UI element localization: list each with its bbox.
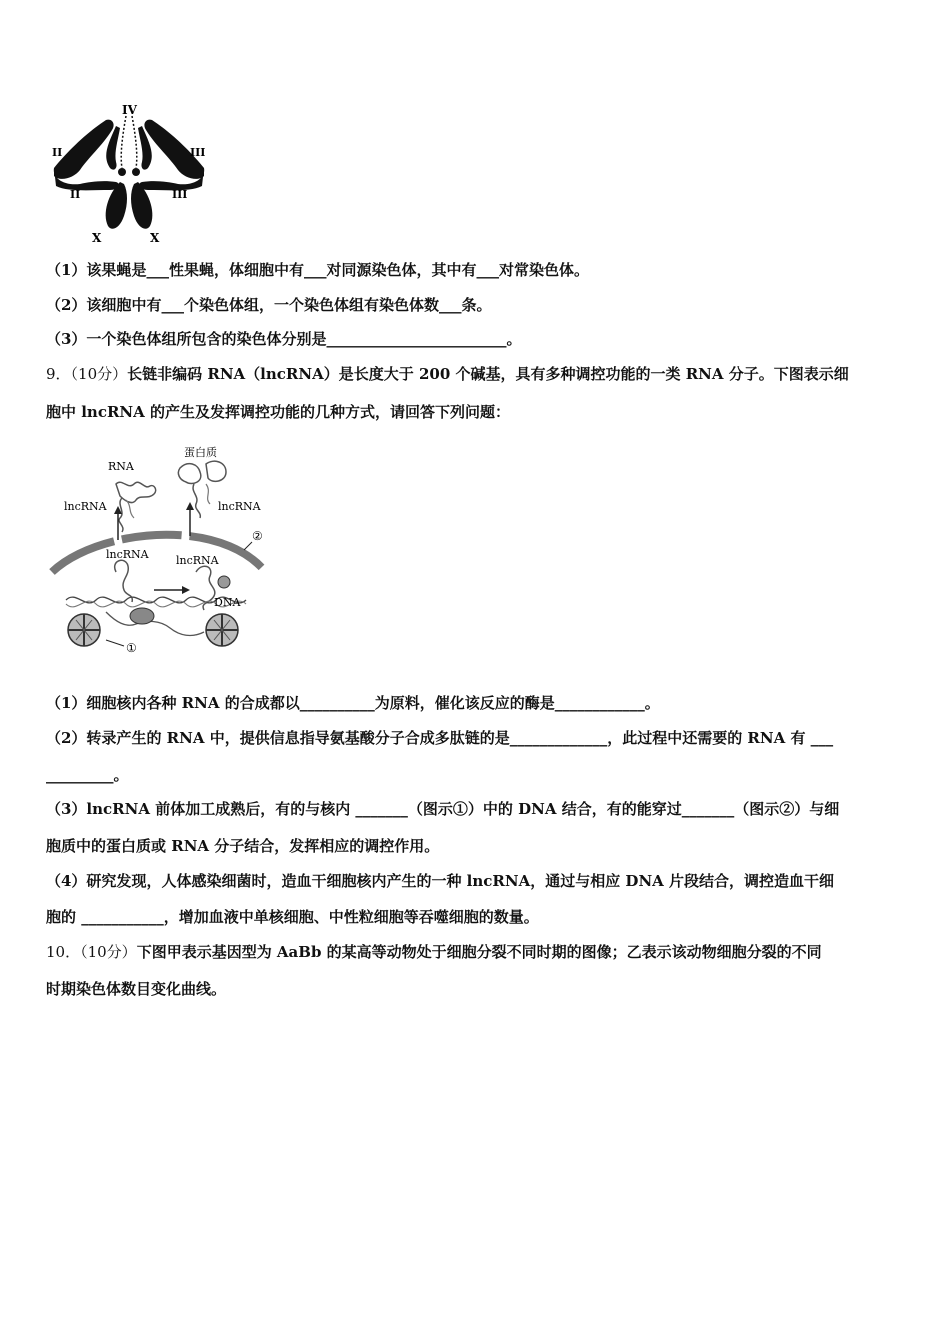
q10-stem-text1: 下图甲表示基因型为 AaBb 的某高等动物处于细胞分裂不同时期的图像；乙表示该动物细胞分裂的不同 xyxy=(136,943,822,961)
label-lncrna-left-top: lncRNA xyxy=(64,500,107,513)
label-rna: RNA xyxy=(108,460,134,473)
q8-part3: （3）一个染色体组所包含的染色体分别是________________________。 xyxy=(46,330,522,348)
label-dna: DNA xyxy=(214,596,241,609)
lncrna-figure xyxy=(46,440,276,660)
label-lncrna-right-mid: lncRNA xyxy=(176,554,219,567)
label-iii-right: III xyxy=(190,146,206,159)
label-x-left: X xyxy=(92,231,102,245)
q9-part4-line1: （4）研究发现，人体感染细菌时，造血干细胞核内产生的一种 lncRNA，通过与相应 DNA 片段结合，调控造血干细 xyxy=(46,872,835,890)
q8-part1: （1）该果蝇是___性果蝇，体细胞中有___对同源染色体，其中有___对常染色体。 xyxy=(46,261,589,279)
q9-part2-line2: _________。 xyxy=(46,766,129,784)
label-ii-left: II xyxy=(52,146,63,159)
chromosome-ii-left xyxy=(54,120,114,179)
label-x-right: X xyxy=(150,231,160,245)
q9-part1: （1）细胞核内各种 RNA 的合成都以__________为原料，催化该反应的酶是____________。 xyxy=(46,694,660,712)
label-lncrna-right-top: lncRNA xyxy=(218,500,261,513)
q8-part2: （2）该细胞中有___个染色体组，一个染色体组有染色体数___条。 xyxy=(46,296,492,314)
q10-stem-line2: 时期染色体数目变化曲线。 xyxy=(46,980,227,998)
q9-part3-line1: （3）lncRNA 前体加工成熟后，有的与核内 _______（图示①）中的 DNA 结合，有的能穿过_______（图示②）与细 xyxy=(46,800,840,818)
q10-number: 10．（10分） xyxy=(46,943,137,961)
label-mark1: ① xyxy=(126,641,137,655)
q10-stem-line1 xyxy=(46,942,822,962)
label-protein: 蛋白质 xyxy=(184,446,217,459)
label-lncrna-left-mid: lncRNA xyxy=(106,548,149,561)
q9-number: 9．（10分） xyxy=(46,365,128,383)
label-mark2: ② xyxy=(252,529,263,543)
label-ii-lower: II xyxy=(70,188,81,201)
chromosome-figure xyxy=(46,98,216,248)
q9-part3-line2: 胞质中的蛋白质或 RNA 分子结合，发挥相应的调控作用。 xyxy=(46,837,440,855)
q9-stem-text1: 长链非编码 RNA（lncRNA）是长度大于 200 个碱基，具有多种调控功能的一类 RNA 分子。下图表示细 xyxy=(127,365,849,383)
q9-stem-line2: 胞中 lncRNA 的产生及发挥调控功能的几种方式，请回答下列问题： xyxy=(46,403,510,421)
label-iii-lower: III xyxy=(172,188,188,201)
label-iv: IV xyxy=(122,103,137,117)
q9-part2-line1: （2）转录产生的 RNA 中，提供信息指导氨基酸分子合成多肽链的是_____________，此过程中还需要的 RNA 有 ___ xyxy=(46,729,834,747)
q9-stem-line1 xyxy=(46,364,849,384)
q9-part4-line2: 胞的 ___________，增加血液中单核细胞、中性粒细胞等吞噬细胞的数量。 xyxy=(46,908,539,926)
nuclear-envelope xyxy=(52,535,264,572)
